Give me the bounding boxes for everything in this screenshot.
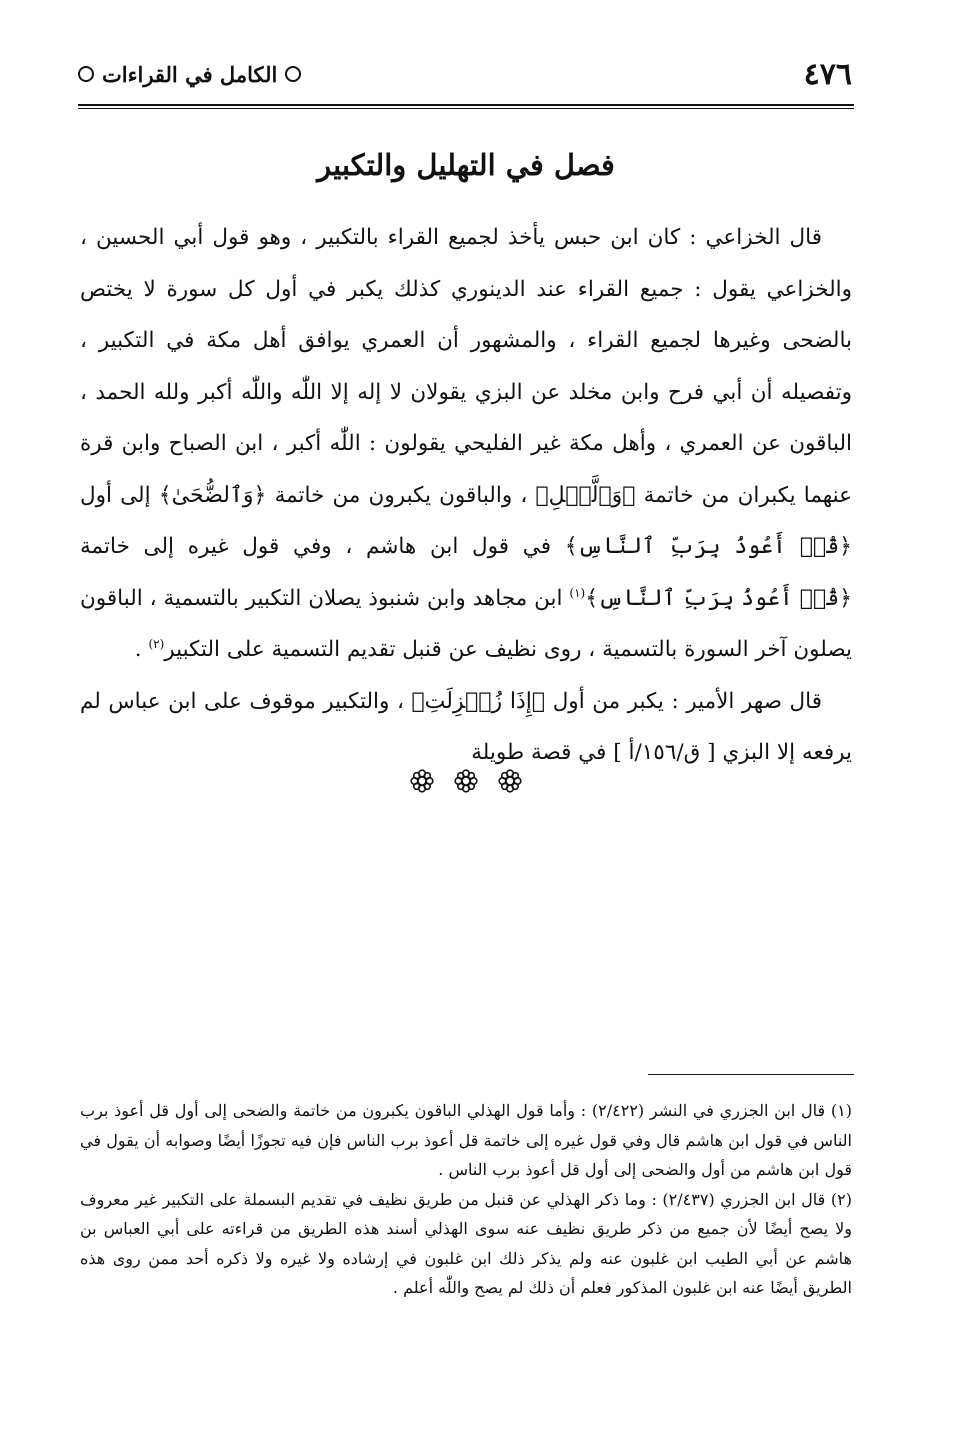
flower-ornament-icon [497, 768, 523, 794]
quran-verse: ﴿قُلۡ أَعُوذُ بِرَبِّ ٱلنَّاسِ﴾ [585, 585, 852, 611]
header-rule [78, 104, 854, 106]
paragraph-2-text-1: قال صهر الأمير : يكبر من أول [552, 688, 822, 714]
quran-verse: ﴿وَٱلضُّحَىٰ﴾ [158, 482, 267, 508]
footnote-number: (١) [830, 1101, 853, 1120]
quran-verse: ﴿إِذَا زُلۡزِلَتِ﴾ [411, 688, 546, 714]
paragraph-1-text-3: إلى أول [80, 482, 151, 508]
flower-ornament-icon [453, 768, 479, 794]
page-header [78, 52, 852, 96]
running-title [78, 62, 301, 87]
header-rule-thin [78, 108, 854, 109]
running-title-text: الكامل في القراءات [102, 61, 278, 87]
paragraph-1-text-5: ابن مجاهد وابن شنبوذ يصلان التكبير بالتسمية ، الباقون يصلون آخر السورة بالتسمية ، روى نظيف عن قنبل تقديم التسمية على التكبير [80, 585, 852, 662]
footnote-number: (٢) [830, 1189, 853, 1209]
page-number: ٤٧٦ [803, 56, 852, 92]
paragraph-1-end: . [134, 637, 142, 662]
section-title: فصل في التهليل والتكبير [317, 148, 615, 182]
quran-verse: ﴿وَٱلَّيۡلِ﴾ [535, 482, 636, 508]
paragraph-2 [80, 676, 852, 779]
paragraph-1-text-4: في قول ابن هاشم ، وفي قول غيره إلى خاتمة [80, 534, 552, 559]
paragraph-1 [80, 212, 852, 676]
main-text [80, 212, 852, 779]
footnote-1 [80, 1096, 852, 1185]
circle-ornament-icon [78, 66, 94, 82]
paragraph-1-text-1: قال الخزاعي : كان ابن حبس يأخذ لجميع القراء بالتكبير ، وهو قول أبي الحسين ، والخزاعي يقول : جميع القراء عند الدينوري كذلك يكبر في أول كل سورة لا يختص بالضحى وغيرها لجميع القراء ، والمشهور أن العمري يوافق أهل مكة في التكبير ، وتفصيله أن أبي فرح وابن مخلد عن البزي يقولان لا إله إلا اللّٰه واللّٰه أكبر ولله الحمد ، الباقون عن العمري ، وأهل مكة غير الفليحي يقولون : اللّٰه أكبر ، ابن الصباح وابن قرة عنهما يكبران من خاتمة [80, 225, 852, 508]
footnote-text: قال ابن الجزري في النشر (٢/٤٢٢) : وأما قول الهذلي الباقون يكبرون من خاتمة والضحى إلى أول قل أعوذ برب الناس في قول ابن هاشم قال وفي قول غيره إلى خاتمة قل أعوذ برب الناس فإن فيه تجوزًا أيضًا وصوابه أن يقول في قول ابن هاشم من أول والضحى إلى أول قل أعوذ برب الناس . [80, 1101, 852, 1179]
circle-ornament-icon [285, 66, 301, 82]
section-end-ornaments [78, 768, 854, 794]
flower-ornament-icon [409, 768, 435, 794]
footnotes [80, 1096, 852, 1303]
paragraph-1-text-2: ، والباقون يكبرون من خاتمة [274, 482, 528, 508]
footnote-ref-1[interactable]: (١) [569, 585, 586, 600]
footnote-ref-2[interactable]: (٢) [148, 636, 165, 651]
footnote-separator [648, 1074, 854, 1075]
paragraph-2-text-2: ، والتكبير موقوف على ابن عباس لم يرفعه إلا البزي [ ق/١٥٦/أ ] في قصة طويلة [80, 688, 852, 765]
quran-verse: ﴿قُلۡ أَعُوذُ بِرَبِّ ٱلنَّاسِ﴾ [564, 534, 853, 559]
footnote-2 [80, 1185, 852, 1303]
footnote-text: قال ابن الجزري (٢/٤٣٧) : وما ذكر الهذلي عن قنبل من طريق نظيف في تقديم البسملة على التكبير غير معروف ولا يصح أيضًا لأن جميع من ذكر طريق نظيف عنه سوى الهذلي أسند هذه الطريق من قراءته على أبي العباس بن هاشم عن أبي الطيب ابن غلبون عنه ولم يذكر ذلك ابن غلبون في إرشاده ولا غيره ولا ذكره أحد ممن روى هذه الطريق أيضًا عنه ابن غلبون المذكور فعلم أن ذلك لم يصح واللّٰه أعلم . [80, 1189, 852, 1297]
